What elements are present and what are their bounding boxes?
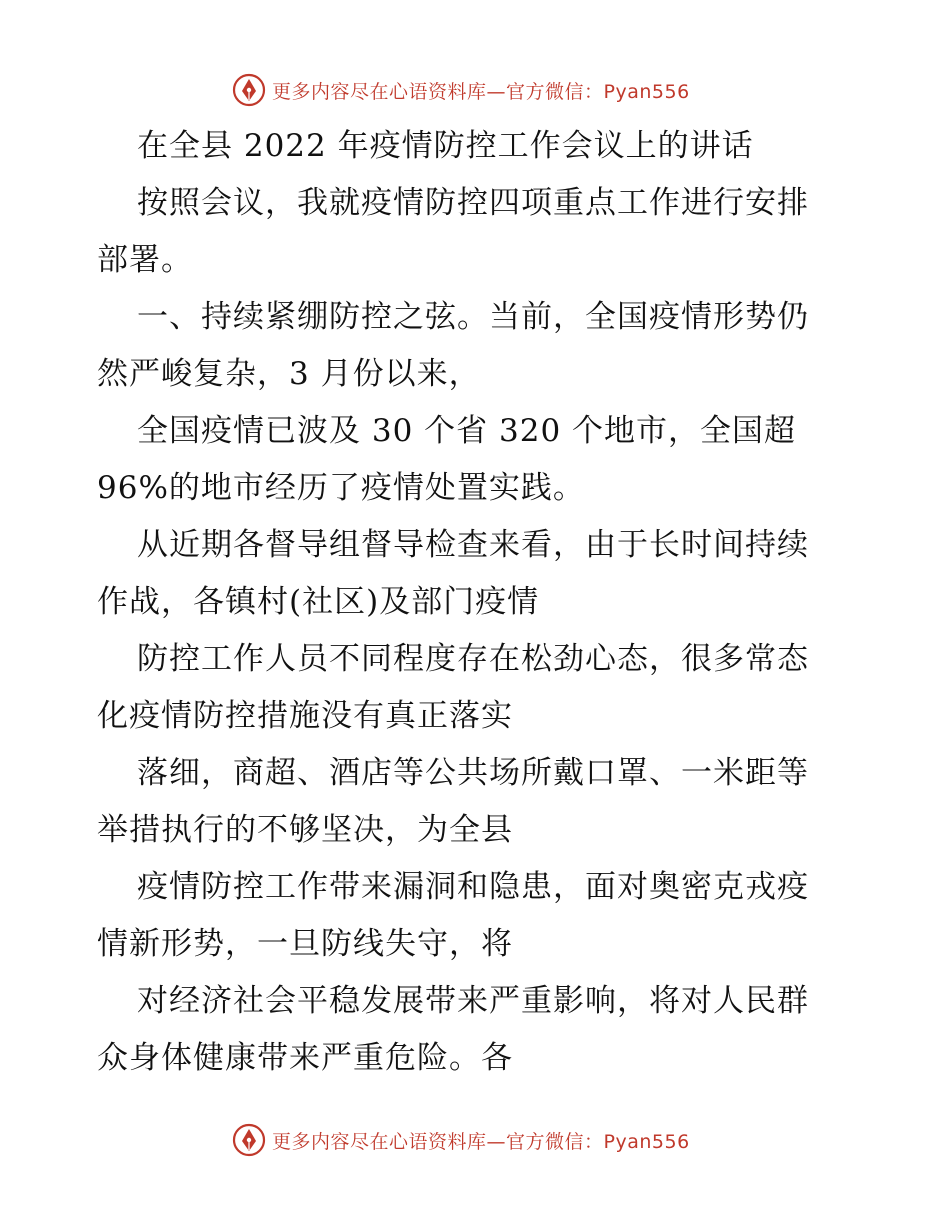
text-line: 举措执行的不够坚决，为全县: [97, 812, 513, 848]
text-line: 作战，各镇村(社区)及部门疫情: [97, 584, 540, 620]
document-body: [97, 118, 857, 1087]
text-line: 部署。: [97, 242, 193, 278]
text-line: 对经济社会平稳发展带来严重影响，将对人民群: [137, 983, 809, 1019]
fountain-pen-logo-icon: [232, 1123, 266, 1157]
text-line: 众身体健康带来严重危险。各: [97, 1040, 513, 1076]
banner-text: 更多内容尽在心语资料库—官方微信：Pyan556: [272, 80, 690, 103]
text-line: 疫情防控工作带来漏洞和隐患，面对奥密克戎疫: [137, 869, 809, 905]
text-line: 按照会议，我就疫情防控四项重点工作进行安排: [137, 185, 809, 221]
text-line: 防控工作人员不同程度存在松劲心态，很多常态: [137, 641, 809, 677]
text-line: 一、持续紧绷防控之弦。当前，全国疫情形势仍: [137, 299, 809, 335]
text-line: 96%的地市经历了疫情处置实践。: [97, 470, 585, 506]
text-line: 从近期各督导组督导检查来看，由于长时间持续: [137, 527, 809, 563]
header-banner: [232, 70, 690, 110]
text-line: 在全县 2022 年疫情防控工作会议上的讲话: [137, 128, 754, 164]
footer-banner: [232, 1120, 690, 1160]
text-line: 然严峻复杂，3 月份以来，: [97, 356, 481, 392]
text-line: 全国疫情已波及 30 个省 320 个地市，全国超: [137, 413, 797, 449]
banner-text: 更多内容尽在心语资料库—官方微信：Pyan556: [272, 1130, 690, 1153]
text-line: 化疫情防控措施没有真正落实: [97, 698, 513, 734]
text-line: 落细，商超、酒店等公共场所戴口罩、一米距等: [137, 755, 809, 791]
fountain-pen-logo-icon: [232, 73, 266, 107]
text-line: 情新形势，一旦防线失守，将: [97, 926, 513, 962]
